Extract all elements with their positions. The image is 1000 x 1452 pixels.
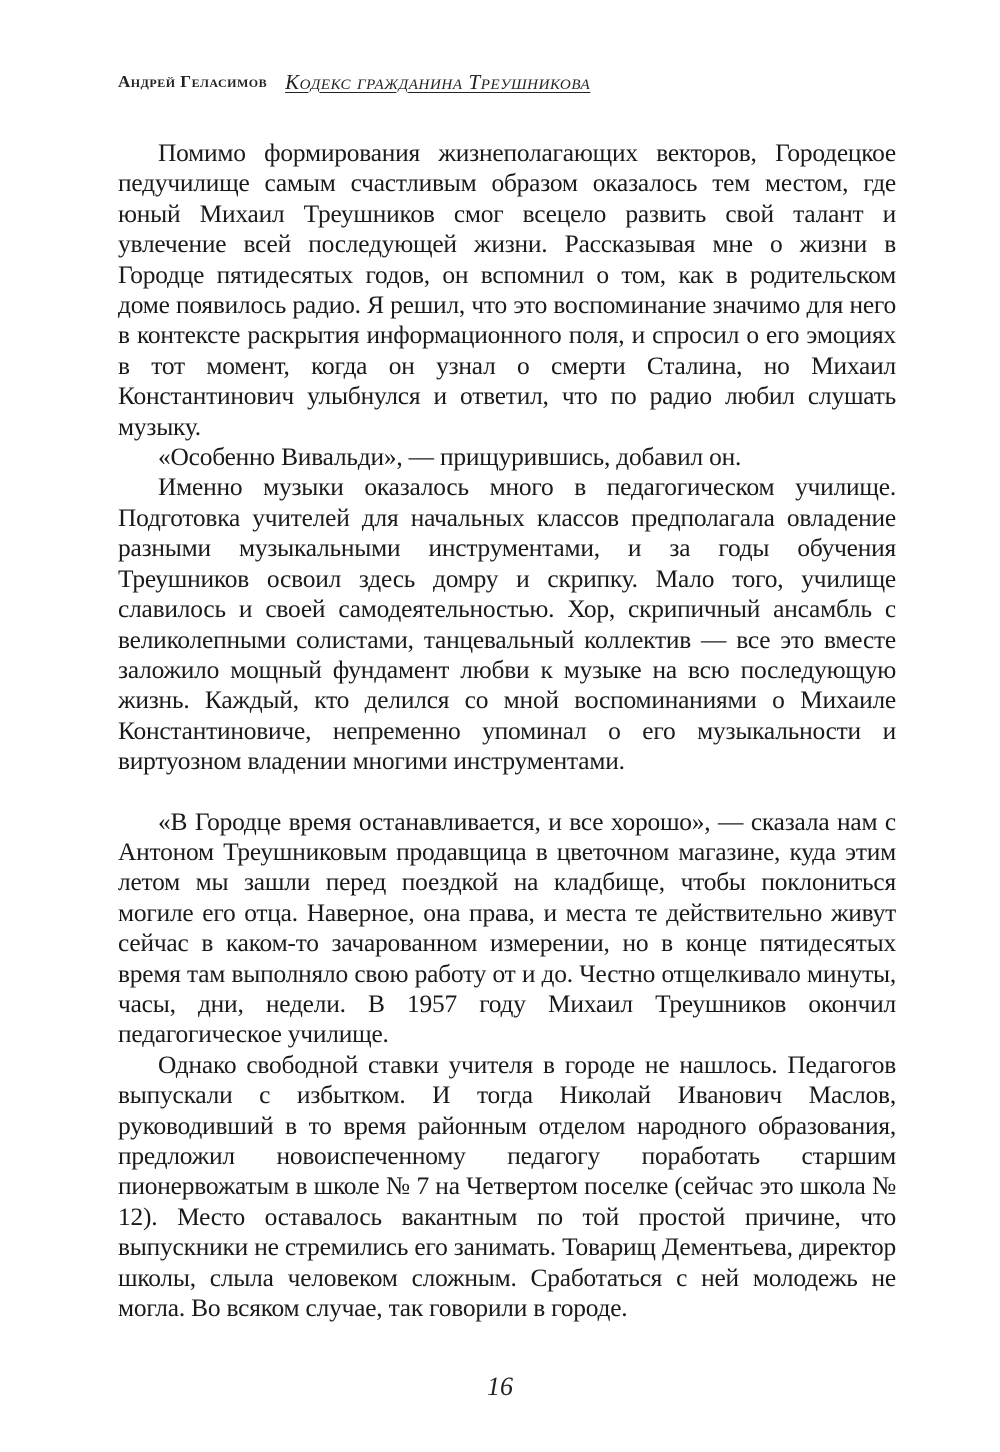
- paragraph-2: «Особенно Вивальди», — прищурившись, добавил он.: [158, 443, 742, 472]
- paragraph-4: «В Городце время останавливается, и все хорошо», — сказала нам с Антоном Треушниковым продавщица в цветочном магазине, куда этим летом мы зашли перед поездкой на кладбище, чтобы поклониться могиле его отца. Наверное, она права, и места те действительно живут сейчас в каком-то зачарованном измерении, но в конце пятидесятых время там выполняло свою работу от и до. Честно отщелкивало минуты, часы, дни, недели. В 1957 году Михаил Треушников окончил педагогическое училище.: [118, 807, 896, 1049]
- paragraph-1: Помимо формирования жизнеполагающих векторов, Городецкое педучилище самым счастливым образом оказалось тем местом, где юный Михаил Треушников смог всецело развить свой талант и увлечение всей последующей жизни. Рассказывая мне о жизни в Городце пятидесятых годов, он вспомнил о том, как в родительском доме появилось радио. Я решил, что это воспоминание значимо для него в контексте раскрытия информационного поля, и спросил о его эмоциях в тот момент, когда он узнал о смерти Сталина, но Михаил Константинович улыбнулся и ответил, что по радио любил слушать музыку.: [118, 139, 896, 441]
- header-book-title: Кодекс гражданина Треушникова: [285, 69, 591, 94]
- header-author: Андрей Геласимов: [118, 72, 268, 91]
- page-number: 16: [487, 1372, 513, 1401]
- running-header: [118, 62, 878, 102]
- paragraph-5: Однако свободной ставки учителя в городе не нашлось. Педагогов выпускали с избытком. И тогда Николай Иванович Маслов, руководивший в то время районным отделом народного образования, предложил новоиспеченному педагогу поработать старшим пионервожатым в школе № 7 на Четвертом поселке (сейчас это школа № 12). Место оставалось вакантным по той простой причине, что выпускники не стремились его занимать. Товарищ Дементьева, директор школы, слыла человеком сложным. Сработаться с ней молодежь не могла. Во всяком случае, так говорили в городе.: [118, 1050, 896, 1323]
- body-text: [118, 138, 896, 1323]
- paragraph-3: Именно музыки оказалось много в педагогическом училище. Подготовка учителей для начальных классов предполагала овладение разными музыкальными инструментами, и за годы обучения Треушников освоил здесь домру и скрипку. Мало того, училище славилось и своей самодеятельностью. Хор, скрипичный ансамбль с великолепными солистами, танцевальный коллектив — все это вместе заложило мощный фундамент любви к музыке на всю последующую жизнь. Каждый, кто делился со мной воспоминаниями о Михаиле Константиновиче, непременно упоминал о его музыкальности и виртуозном владении многими инструментами.: [118, 473, 896, 776]
